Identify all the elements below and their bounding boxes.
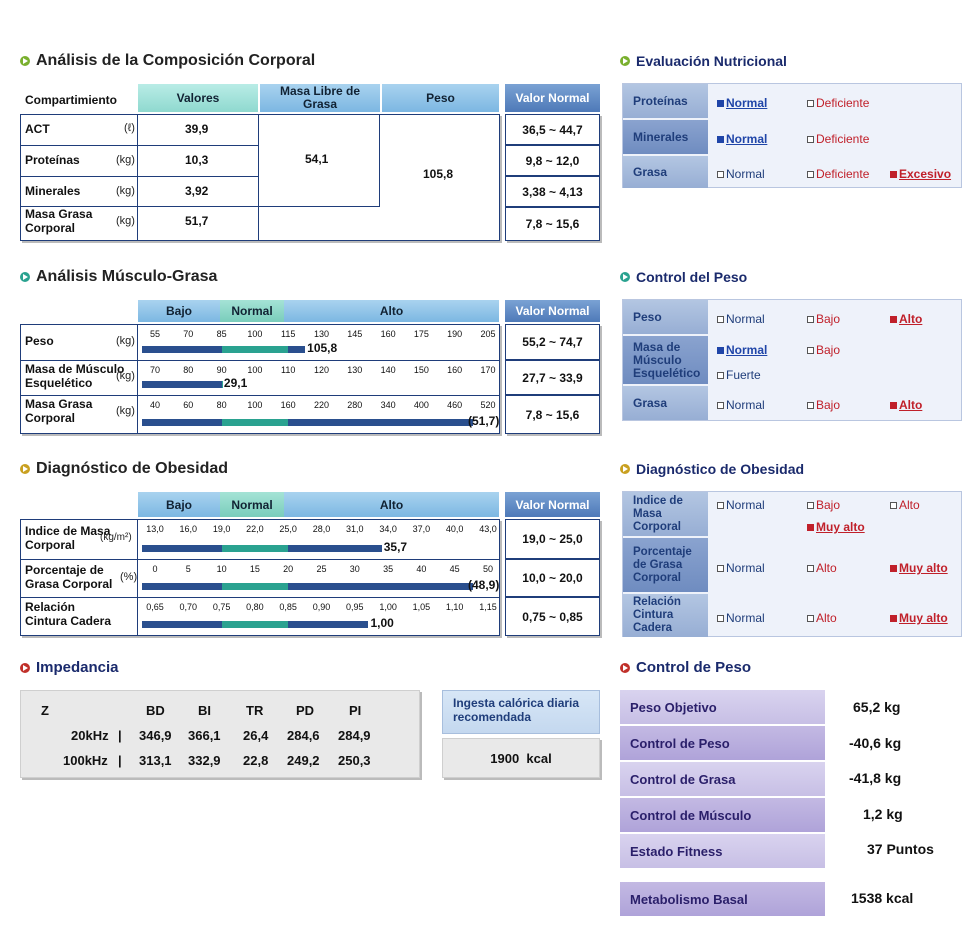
scale-tick: 0 [152, 564, 158, 574]
bullet-icon [20, 272, 30, 282]
header-peso: Peso [382, 84, 499, 112]
value-bar [142, 381, 222, 388]
section-title-composicion: Análisis de la Composición Corporal [20, 52, 315, 70]
scale-tick: 13,0 [146, 524, 164, 534]
row-value-act: 39,9 [185, 122, 209, 136]
eval-label-proteinas: Proteínas [623, 84, 708, 118]
scale-tick: 43,0 [479, 524, 497, 534]
cp-label-peso: Peso [623, 300, 708, 334]
bar-value-label: (48,9) [468, 578, 500, 592]
ctrl-value-control-peso: -40,6 kg [849, 735, 902, 751]
mg-label-grasa: Masa Grasa Corporal [25, 397, 93, 425]
normal-act: 36,5 ~ 44,7 [505, 114, 600, 145]
bullet-icon [20, 56, 30, 66]
oe-imc-bajo: Bajo [807, 498, 840, 512]
row-value-proteinas: 10,3 [185, 153, 209, 167]
row-value-masa-grasa: 51,7 [185, 214, 209, 228]
scale-tick: 130 [313, 329, 330, 339]
scale-tick: 100 [247, 400, 263, 410]
section-title-control-de-peso: Control de Peso [620, 659, 751, 676]
scale-tick: 0,70 [179, 602, 198, 612]
value-bar [142, 545, 382, 552]
row-label-masa-grasa: Masa Grasa Corporal [25, 207, 93, 235]
bullet-icon [620, 464, 630, 474]
scale-tick: 34,0 [379, 524, 397, 534]
imp-header-bi: BI [198, 703, 211, 718]
oe-label-pgc: Porcentaje de Grasa Corporal [623, 538, 708, 592]
ingesta-value: 1900 kcal [442, 738, 600, 778]
ctrl-value-metabolismo: 1538 kcal [851, 890, 914, 906]
ob-normal-imc: 19,0 ~ 25,0 [505, 519, 600, 559]
ctrl-label-estado-fitness: Estado Fitness [620, 834, 825, 868]
bullet-icon [620, 272, 630, 282]
bar-value-label: (51,7) [468, 414, 500, 428]
imp-header-z: Z [41, 703, 49, 718]
scale-tick: 15 [249, 564, 260, 574]
scale-tick: 100 [247, 329, 263, 339]
bullet-icon [20, 464, 30, 474]
mg-scale-peso [140, 326, 500, 360]
section-title-control-peso: Control del Peso [620, 269, 747, 285]
cp-peso-normal: Normal [717, 312, 765, 326]
header-compartimiento: Compartimiento [25, 93, 118, 107]
imp-20-bi: 366,1 [188, 728, 221, 743]
ctrl-value-peso-objetivo: 65,2 kg [853, 699, 901, 715]
oe-rcc-muy-alto: Muy alto [890, 611, 948, 625]
ob-normal-rcc: 0,75 ~ 0,85 [505, 597, 600, 636]
imp-header-pi: PI [349, 703, 362, 718]
scale-tick: 20 [283, 564, 294, 574]
scale-tick: 40,0 [445, 524, 464, 534]
mg-unit-grasa: (kg) [116, 405, 135, 417]
scale-tick: 340 [380, 400, 396, 410]
ob-scale-rcc [140, 599, 500, 635]
cp-peso-bajo: Bajo [807, 312, 840, 326]
imp-20-tr: 26,4 [243, 728, 269, 743]
scale-tick: 160 [447, 365, 463, 375]
scale-tick: 175 [413, 329, 429, 339]
scale-alto: Alto [284, 300, 499, 322]
scale-tick: 145 [347, 329, 363, 339]
imp-100-tr: 22,8 [243, 753, 269, 768]
scale-bajo: Bajo [138, 492, 220, 517]
imp-20-bd: 346,9 [139, 728, 172, 743]
normal-minerales: 3,38 ~ 4,13 [505, 176, 600, 207]
ingesta-label: Ingesta calórica diaria recomendada [442, 690, 600, 734]
mg-scale-musculo [140, 362, 500, 395]
oe-label-rcc: Relación Cintura Cadera [623, 594, 708, 637]
bullet-icon [620, 663, 630, 673]
row-label-act: ACT [25, 122, 50, 136]
value-bar [142, 419, 473, 426]
oe-pgc-alto: Alto [807, 561, 837, 575]
mg-normal-grasa: 7,8 ~ 15,6 [505, 395, 600, 434]
scale-tick: 520 [480, 400, 496, 410]
scale-tick: 100 [247, 365, 263, 375]
cp-musculo-bajo: Bajo [807, 343, 840, 357]
section-title-impedancia: Impedancia [20, 659, 119, 676]
section-title-musculo-grasa: Análisis Músculo-Grasa [20, 268, 217, 286]
scale-tick: 25 [316, 564, 327, 574]
eval-minerales-normal: Normal [717, 132, 767, 146]
scale-tick: 10 [216, 564, 227, 574]
oe-imc-normal: Normal [717, 498, 765, 512]
imp-100-pi: 250,3 [338, 753, 371, 768]
scale-tick: 0,65 [146, 602, 164, 612]
cp-musculo-normal: Normal [717, 343, 767, 357]
ob-scale-pgc [140, 561, 500, 597]
imp-header-tr: TR [246, 703, 264, 718]
scale-tick: 120 [313, 365, 330, 375]
scale-tick: 190 [447, 329, 463, 339]
cp-label-grasa: Grasa [623, 386, 708, 420]
mg-label-musculo: Masa de Músculo Esquelético [25, 362, 125, 390]
ob-unit-pgc: (%) [120, 571, 138, 583]
scale-tick: 280 [347, 400, 363, 410]
scale-normal: Normal [220, 492, 284, 517]
imp-header-pd: PD [296, 703, 315, 718]
oe-imc-alto: Alto [890, 498, 920, 512]
scale-tick: 31,0 [346, 524, 364, 534]
value-bar [142, 621, 368, 628]
section-title-obesidad: Diagnóstico de Obesidad [20, 460, 228, 478]
scale-tick: 60 [183, 400, 194, 410]
cp-grasa-normal: Normal [717, 398, 765, 412]
bar-value-label: 105,8 [307, 341, 338, 355]
mg-unit-peso: (kg) [116, 335, 135, 347]
row-label-proteinas: Proteínas [25, 153, 80, 167]
peso-value: 105,8 [423, 167, 454, 181]
scale-tick: 19,0 [212, 524, 231, 534]
cp-label-musculo: Masa de Músculo Esquelético [623, 336, 708, 384]
header-valor-normal: Valor Normal [505, 84, 600, 112]
scale-tick: 25,0 [279, 524, 297, 534]
imp-freq-20: 20kHz [71, 728, 109, 743]
imp-100-pd: 249,2 [287, 753, 320, 768]
scale-tick: 37,0 [412, 524, 431, 534]
bar-value-label: 1,00 [370, 616, 394, 630]
eval-proteinas-normal: Normal [717, 96, 767, 110]
obesidad-eval-panel [622, 491, 962, 637]
scale-tick: 22,0 [246, 524, 264, 534]
ob-label-pgc: Porcentaje de Grasa Corporal [25, 563, 113, 591]
scale-tick: 220 [313, 400, 330, 410]
scale-normal: Normal [220, 300, 284, 322]
ctrl-label-metabolismo: Metabolismo Basal [620, 882, 825, 916]
eval-minerales-deficiente: Deficiente [807, 132, 869, 146]
row-unit-minerales: (kg) [116, 185, 135, 197]
imp-sep-20: | [118, 728, 122, 743]
row-unit-act: (ℓ) [124, 122, 135, 134]
section-title-evaluacion: Evaluación Nutricional [620, 53, 787, 69]
normal-range-segment [222, 346, 289, 353]
scale-tick: 160 [280, 400, 296, 410]
scale-tick: 110 [281, 365, 296, 375]
scale-tick: 205 [480, 329, 496, 339]
eval-grasa-excesivo: Excesivo [890, 167, 951, 181]
scale-bajo: Bajo [138, 300, 220, 322]
ob-normal-pgc: 10,0 ~ 20,0 [505, 559, 600, 597]
normal-range-segment [222, 583, 289, 590]
cp-grasa-alto: Alto [890, 398, 922, 412]
imp-100-bi: 332,9 [188, 753, 221, 768]
eval-grasa-deficiente: Deficiente [807, 167, 869, 181]
ctrl-value-control-musculo: 1,2 kg [863, 806, 903, 822]
cp-grasa-bajo: Bajo [807, 398, 840, 412]
mg-normal-musculo: 27,7 ~ 33,9 [505, 360, 600, 395]
scale-tick: 50 [482, 564, 494, 574]
scale-tick: 160 [380, 329, 396, 339]
row-label-minerales: Minerales [25, 184, 81, 198]
ctrl-label-control-musculo: Control de Músculo [620, 798, 825, 832]
oe-pgc-muy-alto: Muy alto [890, 561, 948, 575]
scale-tick: 28,0 [312, 524, 331, 534]
mg-label-peso: Peso [25, 334, 54, 348]
ob-label-imc: Indice de Masa Corporal [25, 524, 111, 552]
cp-musculo-fuerte: Fuerte [717, 368, 761, 382]
imp-header-bd: BD [146, 703, 165, 718]
bar-value-label: 29,1 [223, 376, 248, 390]
row-unit-proteinas: (kg) [116, 154, 135, 166]
scale-tick: 16,0 [179, 524, 198, 534]
imp-20-pd: 284,6 [287, 728, 320, 743]
ob-label-rcc: Relación Cintura Cadera [25, 600, 112, 628]
scale-tick: 1,05 [412, 602, 431, 612]
evaluacion-panel [622, 83, 962, 188]
scale-tick: 70 [183, 329, 194, 339]
imp-100-bd: 313,1 [139, 753, 172, 768]
header-valores: Valores [138, 84, 258, 112]
ctrl-value-control-grasa: -41,8 kg [849, 770, 902, 786]
ob-scale-imc [140, 521, 500, 559]
scale-tick: 80 [216, 400, 227, 410]
eval-grasa-normal: Normal [717, 167, 765, 181]
normal-range-segment [222, 419, 289, 426]
ctrl-label-peso-objetivo: Peso Objetivo [620, 690, 825, 724]
obesidad-chart [20, 492, 600, 638]
scale-tick: 1,15 [479, 602, 497, 612]
scale-tick: 115 [281, 329, 296, 339]
scale-tick: 30 [349, 564, 360, 574]
row-unit-masa-grasa: (kg) [116, 215, 135, 227]
eval-label-minerales: Minerales [623, 120, 708, 154]
oe-pgc-normal: Normal [717, 561, 765, 575]
composicion-table [20, 84, 600, 242]
scale-tick: 0,80 [246, 602, 264, 612]
value-bar [142, 583, 473, 590]
imp-sep-100: | [118, 753, 122, 768]
scale-tick: 0,95 [346, 602, 364, 612]
normal-masa-grasa: 7,8 ~ 15,6 [505, 207, 600, 241]
oe-rcc-normal: Normal [717, 611, 765, 625]
scale-tick: 130 [347, 365, 363, 375]
scale-tick: 1,00 [379, 602, 397, 612]
scale-tick: 85 [216, 329, 227, 339]
scale-valor-normal: Valor Normal [505, 300, 600, 322]
oe-rcc-alto: Alto [807, 611, 837, 625]
normal-range-segment [222, 545, 289, 552]
impedancia-table [20, 690, 420, 778]
scale-tick: 70 [149, 365, 161, 375]
oe-imc-muy-alto: Muy alto [807, 520, 865, 534]
scale-tick: 0,85 [279, 602, 297, 612]
scale-tick: 0,90 [312, 602, 331, 612]
scale-valor-normal: Valor Normal [505, 492, 600, 517]
scale-alto: Alto [284, 492, 499, 517]
ob-unit-imc: (kg/m²) [100, 532, 132, 543]
normal-range-segment [222, 621, 289, 628]
scale-tick: 170 [480, 365, 496, 375]
imp-20-pi: 284,9 [338, 728, 371, 743]
mg-unit-musculo: (kg) [116, 370, 135, 382]
mg-normal-peso: 55,2 ~ 74,7 [505, 324, 600, 360]
scale-tick: 1,10 [445, 602, 464, 612]
value-bar [142, 346, 305, 353]
cp-peso-alto: Alto [890, 312, 922, 326]
scale-tick: 400 [413, 400, 429, 410]
scale-tick: 150 [413, 365, 429, 375]
scale-tick: 140 [380, 365, 396, 375]
section-title-obesidad-eval: Diagnóstico de Obesidad [620, 461, 804, 477]
normal-proteinas: 9,8 ~ 12,0 [505, 145, 600, 176]
row-value-minerales: 3,92 [185, 184, 209, 198]
control-peso-panel [622, 299, 962, 421]
scale-tick: 0,75 [212, 602, 231, 612]
oe-label-imc: Indice de Masa Corporal [623, 492, 708, 536]
scale-tick: 40 [149, 400, 161, 410]
scale-tick: 90 [216, 365, 227, 375]
scale-tick: 35 [383, 564, 394, 574]
bar-value-label: 35,7 [383, 540, 408, 554]
ctrl-value-estado-fitness: 37 Puntos [867, 841, 934, 857]
header-mlg: Masa Libre de Grasa [260, 84, 380, 112]
musculo-grasa-chart [20, 300, 600, 436]
scale-tick: 45 [449, 564, 460, 574]
mg-scale-grasa [140, 397, 500, 433]
scale-tick: 55 [149, 329, 161, 339]
eval-proteinas-deficiente: Deficiente [807, 96, 869, 110]
ctrl-label-control-peso: Control de Peso [620, 726, 825, 760]
bullet-icon [20, 663, 30, 673]
mlg-value: 54,1 [305, 152, 329, 166]
imp-freq-100: 100kHz [63, 753, 108, 768]
scale-tick: 460 [447, 400, 463, 410]
bullet-icon [620, 56, 630, 66]
scale-tick: 80 [183, 365, 194, 375]
scale-tick: 40 [416, 564, 427, 574]
scale-tick: 5 [185, 564, 191, 574]
eval-label-grasa: Grasa [623, 156, 708, 188]
ctrl-label-control-grasa: Control de Grasa [620, 762, 825, 796]
